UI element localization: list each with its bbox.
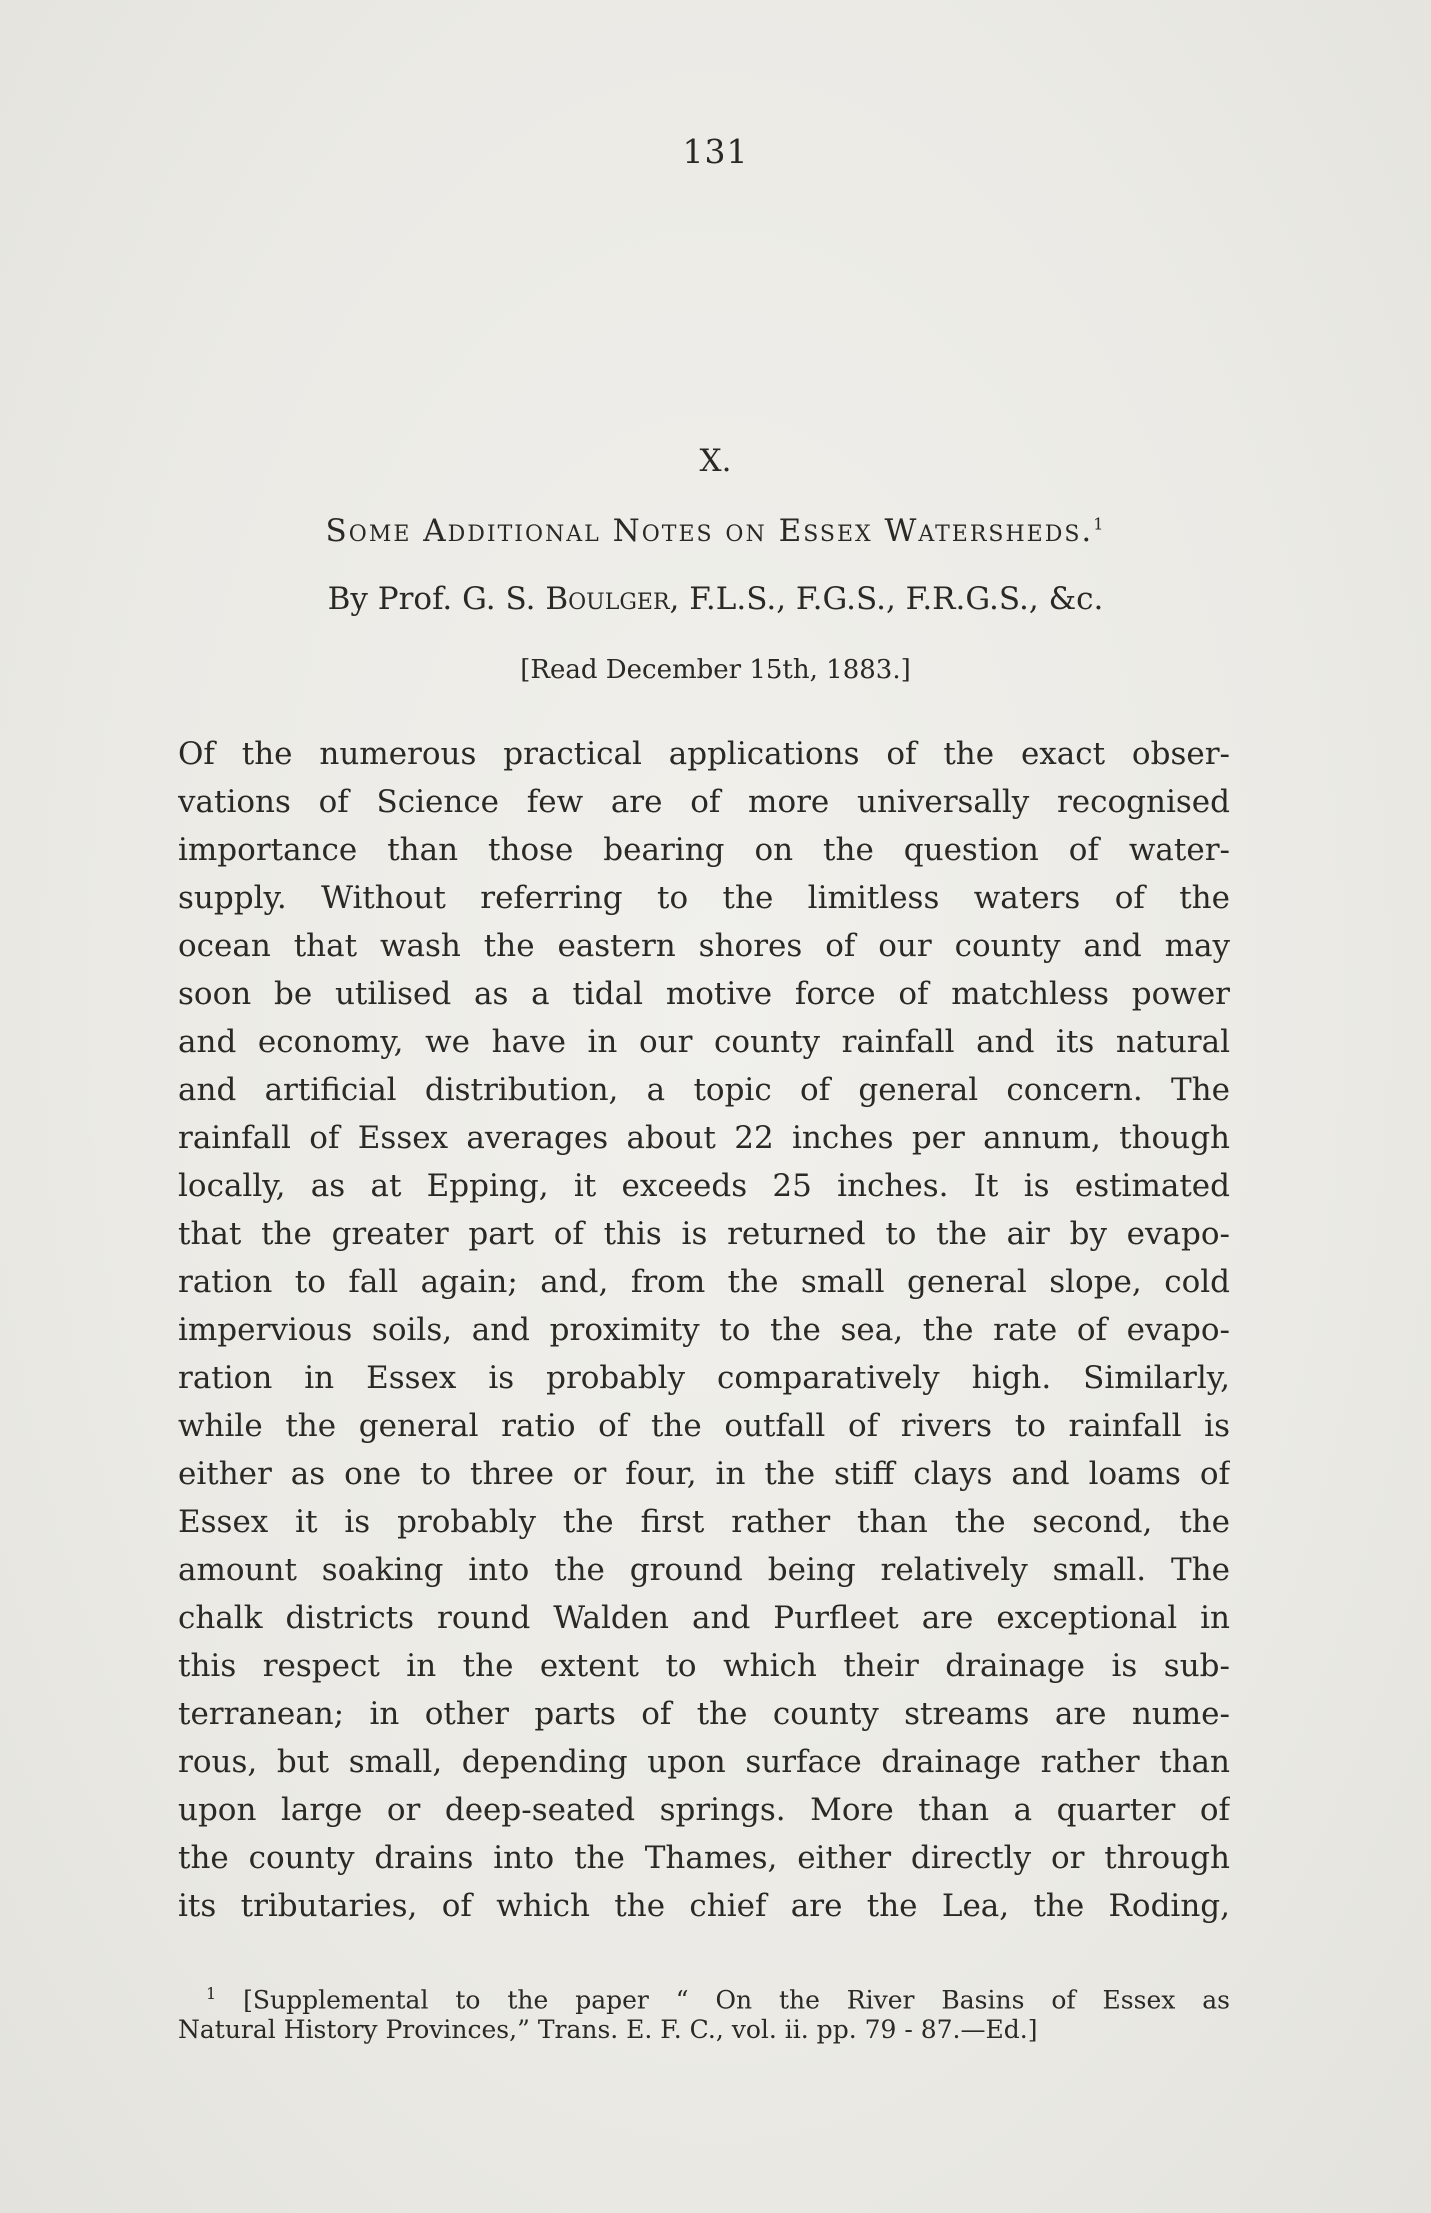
body-line: ocean that wash the eastern shores of our county and may [178, 928, 1230, 964]
body-line: impervious soils, and proximity to the sea, the rate of evapo- [178, 1312, 1230, 1348]
footnote-line [178, 1976, 1230, 2015]
article-title-text: Some Additional Notes on Essex Watersheds. [325, 513, 1094, 549]
body-line: supply. Without referring to the limitless waters of the [178, 880, 1230, 916]
body-line: locally, as at Epping, it exceeds 25 inches. It is estimated [178, 1168, 1230, 1204]
body-line: and artificial distribution, a topic of general concern. The [178, 1072, 1230, 1108]
body-line: importance than those bearing on the question of water- [178, 832, 1230, 868]
footnote-text: [Supplemental to the paper “ On the River Basins of Essex as [243, 1985, 1230, 2015]
body-line: upon large or deep-seated springs. More than a quarter of [178, 1792, 1230, 1828]
body-line: either as one to three or four, in the stiff clays and loams of [178, 1456, 1230, 1492]
body-line: this respect in the extent to which their drainage is sub- [178, 1648, 1230, 1684]
section-number: X. [699, 443, 732, 479]
body-line: rainfall of Essex averages about 22 inches per annum, though [178, 1120, 1230, 1156]
author-prefix: By Prof. G. S. [327, 581, 546, 617]
body-line: amount soaking into the ground being relatively small. The [178, 1552, 1230, 1588]
body-paragraph [178, 730, 1230, 1930]
body-line: terranean; in other parts of the county streams are nume- [178, 1696, 1230, 1732]
body-line: vations of Science few are of more universally recognised [178, 784, 1230, 820]
body-line: that the greater part of this is returned to the air by evapo- [178, 1216, 1230, 1252]
body-line: ration in Essex is probably comparatively high. Similarly, [178, 1360, 1230, 1396]
author-credentials: , F.L.S., F.G.S., F.R.G.S., &c. [669, 581, 1104, 617]
body-line: and economy, we have in our county rainfall and its natural [178, 1024, 1230, 1060]
article-title [0, 513, 1431, 549]
body-line: its tributaries, of which the chief are the Lea, the Roding, [178, 1888, 1230, 1924]
footnote-mark: 1 [206, 1984, 217, 2003]
footnote [178, 1976, 1230, 2048]
read-date: [Read December 15th, 1883.] [520, 655, 911, 685]
page-number: 131 [682, 132, 749, 171]
author-surname: Boulger [545, 581, 670, 617]
body-line: while the general ratio of the outfall of rivers to rainfall is [178, 1408, 1230, 1444]
body-line: chalk districts round Walden and Purfleet are exceptional in [178, 1600, 1230, 1636]
body-line: ration to fall again; and, from the small general slope, cold [178, 1264, 1230, 1300]
body-line: rous, but small, depending upon surface drainage rather than [178, 1744, 1230, 1780]
body-line: Of the numerous practical applications of the exact obser- [178, 736, 1230, 772]
body-line: soon be utilised as a tidal motive force of matchless power [178, 976, 1230, 1012]
body-line: the county drains into the Thames, either directly or through [178, 1840, 1230, 1876]
footnote-line: Natural History Provinces,” Trans. E. F. C., vol. ii. pp. 79 - 87.—Ed.] [178, 2015, 1038, 2044]
body-line: Essex it is probably the first rather than the second, the [178, 1504, 1230, 1540]
author-line [0, 581, 1431, 617]
title-footnote-mark: 1 [1093, 514, 1106, 534]
